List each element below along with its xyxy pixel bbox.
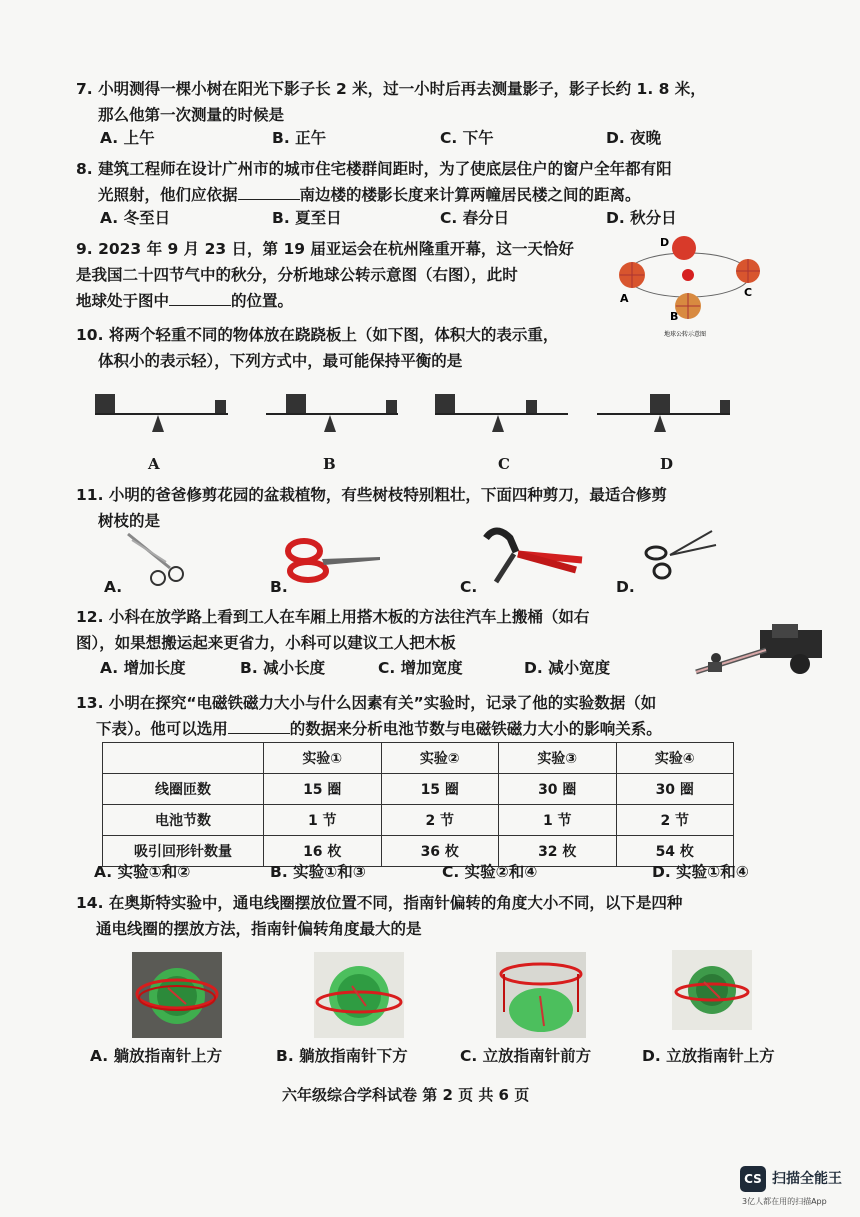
q13-option-d: D. 实验①和④ [652, 863, 749, 881]
table-cell: 2 节 [616, 805, 734, 836]
table-cell: 15 圈 [381, 774, 499, 805]
compass-coil-d-image [672, 950, 752, 1030]
q11-line1: 11. 小明的爸爸修剪花园的盆栽植物，有些树枝特别粗壮，下面四种剪刀，最适合修剪 [76, 486, 667, 504]
scissors-d-image [640, 525, 720, 585]
table-cell: 线圈匝数 [103, 774, 264, 805]
q13-line2-post: 的数据来分析电池节数与电磁铁磁力大小的影响关系。 [289, 720, 662, 738]
question-9 [76, 236, 616, 314]
q14-option-c: C. 立放指南针前方 [460, 1047, 592, 1065]
q8-line2-pre: 光照射，他们应依据 [98, 186, 238, 204]
seesaw-a [95, 394, 228, 432]
q8-line1: 8. 建筑工程师在设计广州市的城市住宅楼群间距时，为了使底层住户的窗户全年都有阳 [76, 160, 672, 178]
q8-option-c: C. 春分日 [440, 209, 510, 227]
q14-option-b: B. 躺放指南针下方 [276, 1047, 408, 1065]
q9-line3-pre: 地球处于图中 [76, 292, 170, 310]
q12-option-d: D. 减小宽度 [524, 659, 611, 677]
q9-blank[interactable] [169, 289, 231, 306]
table-header-cell: 实验④ [616, 743, 734, 774]
orbit-caption: 地球公转示意图 [664, 331, 707, 338]
q11-label-c: C. [460, 578, 478, 596]
seesaw-c [435, 394, 568, 432]
truck-ramp-image [690, 620, 840, 678]
pruning-shears-c-image [476, 520, 586, 590]
q8-line2-post: 南边楼的楼影长度来计算两幢居民楼之间的距离。 [299, 186, 641, 204]
q11-label-a: A. [104, 578, 123, 596]
table-cell: 54 枚 [616, 836, 734, 867]
q7-line2: 那么他第一次测量的时候是 [98, 106, 285, 124]
table-cell: 32 枚 [499, 836, 617, 867]
q11-label-b: B. [270, 578, 288, 596]
orbit-label-d: D [660, 236, 670, 249]
q13-blank[interactable] [228, 717, 290, 734]
scissors-a-image [118, 530, 198, 590]
q14-option-d: D. 立放指南针上方 [642, 1047, 775, 1065]
q8-option-b: B. 夏至日 [272, 209, 342, 227]
table-cell: 15 圈 [264, 774, 382, 805]
q12-line1: 12. 小科在放学路上看到工人在车厢上用搭木板的方法往汽车上搬桶（如右 [76, 608, 590, 626]
table-header-cell: 实验③ [499, 743, 617, 774]
q8-option-a: A. 冬至日 [100, 209, 171, 227]
camscanner-tagline: 3亿人都在用的扫描App [742, 1197, 827, 1206]
table-row [103, 774, 734, 805]
table-cell: 电池节数 [103, 805, 264, 836]
q14-line2: 通电线圈的摆放方法，指南针偏转角度最大的是 [96, 920, 422, 938]
compass-coil-c-image [496, 952, 586, 1038]
seesaw-label-a: A [148, 455, 160, 473]
page-footer: 六年级综合学科试卷 第 2 页 共 6 页 [282, 1086, 530, 1104]
table-cell: 2 节 [381, 805, 499, 836]
orbit-label-b: B [670, 310, 679, 323]
table-cell: 16 枚 [264, 836, 382, 867]
q12-option-b: B. 减小长度 [240, 659, 326, 677]
question-8 [76, 156, 796, 208]
table-row [103, 836, 734, 867]
q13-option-a: A. 实验①和② [94, 863, 191, 881]
q12-option-a: A. 增加长度 [100, 659, 186, 677]
seesaw-label-b: B [323, 455, 336, 473]
experiment-table [102, 742, 734, 867]
table-header-cell: 实验① [264, 743, 382, 774]
q7-option-b: B. 正午 [272, 129, 327, 147]
q9-line3-post: 的位置。 [231, 292, 294, 310]
orbit-label-a: A [620, 292, 629, 305]
seesaw-d [597, 394, 730, 432]
q12-option-c: C. 增加宽度 [378, 659, 463, 677]
q8-option-d: D. 秋分日 [606, 209, 677, 227]
table-header-cell: 实验② [381, 743, 499, 774]
earth-orbit-diagram [612, 228, 772, 346]
compass-coil-b-image [314, 952, 404, 1038]
q14-option-a: A. 躺放指南针上方 [90, 1047, 223, 1065]
q9-line1: 9. 2023 年 9 月 23 日，第 19 届亚运会在杭州隆重开幕，这一天恰好 [76, 240, 574, 258]
q13-line1: 13. 小明在探究“电磁铁磁力大小与什么因素有关”实验时，记录了他的实验数据（如 [76, 694, 657, 712]
seesaw-figures [90, 388, 730, 438]
table-cell: 吸引回形针数量 [103, 836, 264, 867]
table-header-cell [103, 743, 264, 774]
question-7 [76, 76, 796, 128]
scissors-b-image [282, 535, 382, 585]
table-cell: 1 节 [264, 805, 382, 836]
q10-line1: 10. 将两个轻重不同的物体放在跷跷板上（如下图，体积大的表示重， [76, 326, 559, 344]
q7-line1: 7. 小明测得一棵小树在阳光下影子长 2 米，过一小时后再去测量影子，影子长约 1. 8 米， [76, 80, 706, 98]
seesaw-label-c: C [498, 455, 510, 473]
q13-option-c: C. 实验②和④ [442, 863, 538, 881]
question-13 [76, 690, 796, 742]
table-header-row [103, 743, 734, 774]
orbit-label-c: C [744, 286, 753, 299]
table-cell: 1 节 [499, 805, 617, 836]
compass-coil-a-image [132, 952, 222, 1038]
camscanner-name: 扫描全能王 [772, 1171, 842, 1187]
q14-line1: 14. 在奥斯特实验中，通电线圈摆放位置不同，指南针偏转的角度大小不同，以下是四种 [76, 894, 683, 912]
q7-option-a: A. 上午 [100, 129, 155, 147]
seesaw-label-d: D [660, 455, 674, 473]
q7-option-d: D. 夜晚 [606, 129, 662, 147]
question-12 [76, 604, 716, 656]
q12-line2: 图），如果想搬运起来更省力，小科可以建议工人把木板 [76, 634, 456, 652]
q10-line2: 体积小的表示轻），下列方式中，最可能保持平衡的是 [98, 352, 463, 370]
table-cell: 36 枚 [381, 836, 499, 867]
table-cell: 30 圈 [499, 774, 617, 805]
q13-line2-pre: 下表）。他可以选用 [96, 720, 228, 738]
q13-option-b: B. 实验①和③ [270, 863, 366, 881]
q9-line2: 是我国二十四节气中的秋分，分析地球公转示意图（右图），此时 [76, 266, 518, 284]
q11-line2: 树枝的是 [98, 512, 161, 530]
question-10 [76, 322, 636, 374]
q7-option-c: C. 下午 [440, 129, 494, 147]
table-row [103, 805, 734, 836]
question-14 [76, 890, 796, 942]
camscanner-logo: CS [740, 1166, 766, 1192]
q8-blank[interactable] [238, 183, 300, 200]
q11-label-d: D. [616, 578, 635, 596]
seesaw-b [266, 394, 398, 432]
table-cell: 30 圈 [616, 774, 734, 805]
